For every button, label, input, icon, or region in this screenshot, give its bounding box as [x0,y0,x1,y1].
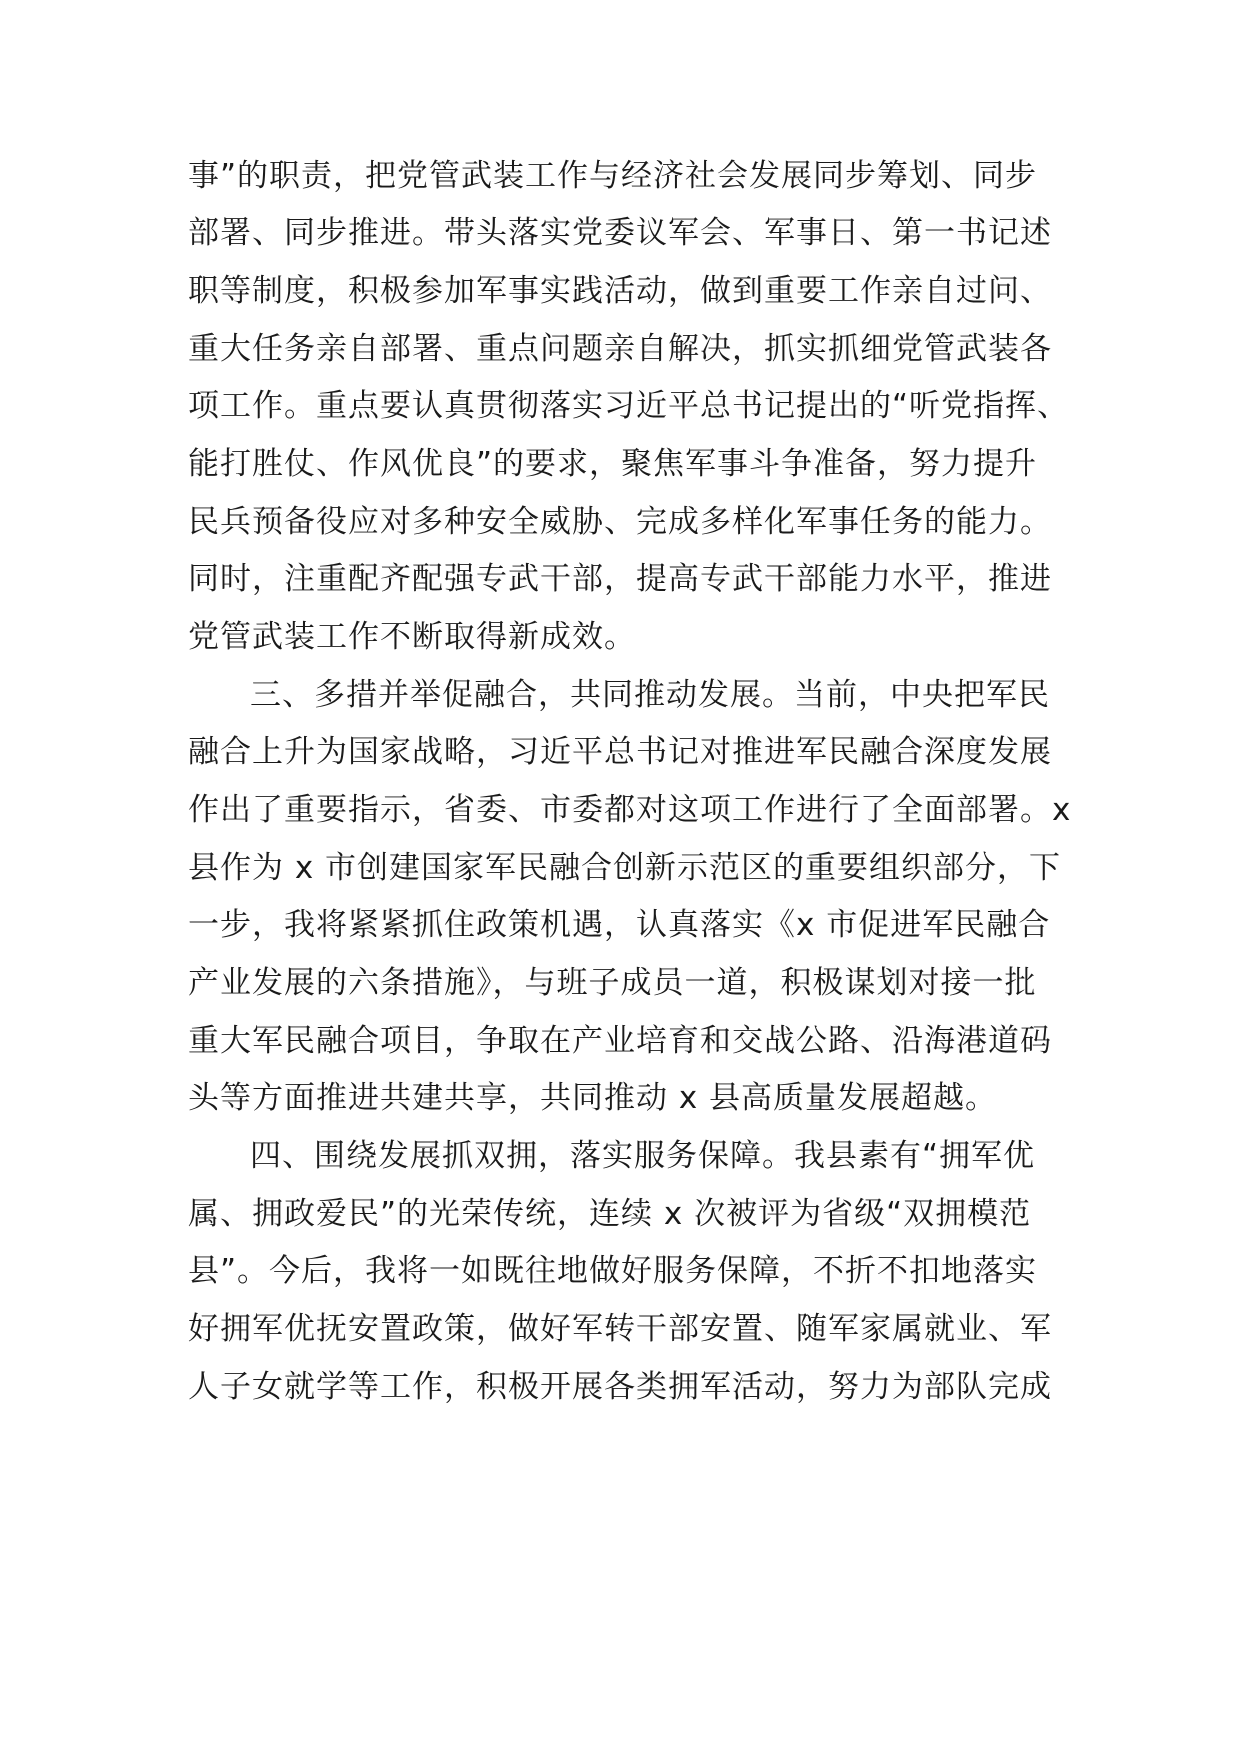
text-line: 县”。今后，我将一如既往地做好服务保障，不折不扣地落实 [188,1253,1038,1289]
text-line: 头等方面推进共建共享，共同推动 x 县高质量发展超越。 [188,1080,998,1116]
paragraph-heading-line: 四、围绕发展抓双拥，落实服务保障。我县素有“拥军优 [250,1138,1036,1174]
text-line: 能打胜仗、作风优良”的要求，聚焦军事斗争准备，努力提升 [188,446,1038,482]
text-line: 党管武装工作不断取得新成效。 [188,619,636,655]
text-line: 职等制度，积极参加军事实践活动，做到重要工作亲自过问、 [188,273,1052,309]
text-line: 融合上升为国家战略，习近平总书记对推进军民融合深度发展 [188,734,1052,770]
text-line: 同时，注重配齐配强专武干部，提高专武干部能力水平，推进 [188,561,1052,597]
text-line: 人子女就学等工作，积极开展各类拥军活动，努力为部队完成 [188,1369,1052,1405]
text-line: 产业发展的六条措施》，与班子成员一道，积极谋划对接一批 [188,965,1037,1001]
text-line: 作出了重要指示，省委、市委都对这项工作进行了全面部署。x [188,792,1072,828]
text-line: 属、拥政爱民”的光荣传统，连续 x 次被评为省级“双拥模范 [188,1196,1032,1232]
text-line: 部署、同步推进。带头落实党委议军会、军事日、第一书记述 [188,215,1052,251]
text-line: 项工作。重点要认真贯彻落实习近平总书记提出的“听党指挥、 [188,388,1070,424]
text-line: 重大军民融合项目，争取在产业培育和交战公路、沿海港道码 [188,1023,1052,1059]
text-line: 县作为 x 市创建国家军民融合创新示范区的重要组织部分，下 [188,850,1062,886]
paragraph-heading-line: 三、多措并举促融合，共同推动发展。当前，中央把军民 [250,677,1050,713]
text-line: 一步，我将紧紧抓住政策机遇，认真落实《x 市促进军民融合 [188,907,1051,943]
text-line: 重大任务亲自部署、重点问题亲自解决，抓实抓细党管武装各 [188,331,1052,367]
text-line: 民兵预备役应对多种安全威胁、完成多样化军事任务的能力。 [188,504,1052,540]
text-line: 好拥军优抚安置政策，做好军转干部安置、随军家属就业、军 [188,1311,1052,1347]
text-line: 事”的职责，把党管武装工作与经济社会发展同步筹划、同步 [188,158,1038,194]
